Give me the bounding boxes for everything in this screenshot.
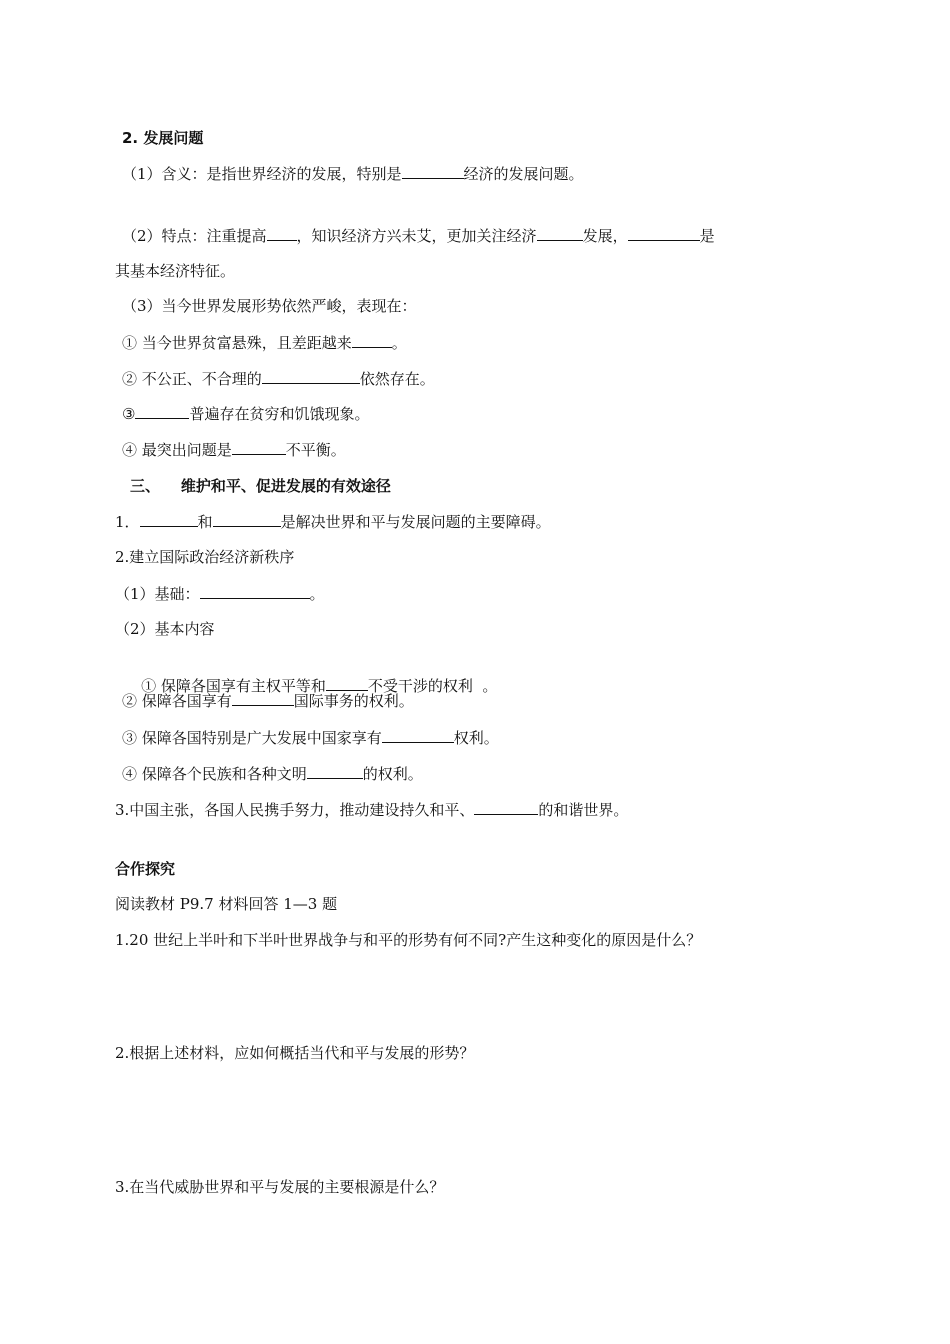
question-text-end: 的和谐世界。 bbox=[538, 801, 629, 819]
content-item-text: ④ 保障各个民族和各种文明 bbox=[122, 765, 307, 783]
list-item bbox=[122, 439, 346, 460]
fill-blank[interactable] bbox=[262, 368, 360, 384]
content-item bbox=[122, 690, 414, 711]
question-line bbox=[115, 511, 551, 532]
fill-blank[interactable] bbox=[382, 727, 454, 743]
list-item bbox=[122, 368, 435, 389]
list-item-text: ④ 最突出问题是 bbox=[122, 441, 232, 459]
question-text: 3.中国主张，各国人民携手努力，推动建设持久和平、 bbox=[115, 801, 475, 819]
list-item-text: ③ bbox=[122, 405, 136, 423]
sub-item bbox=[115, 583, 325, 604]
list-item bbox=[122, 403, 369, 424]
fill-blank[interactable] bbox=[135, 403, 189, 419]
discussion-question: 2.根据上述材料，应如何概括当代和平与发展的形势？ bbox=[115, 1044, 475, 1062]
content-item bbox=[122, 727, 499, 748]
reading-instruction: 阅读教材 P9.7 材料回答 1—3 题 bbox=[115, 895, 338, 913]
content-item-end: 不受干涉的权利 。 bbox=[367, 677, 498, 695]
fill-blank[interactable] bbox=[200, 583, 310, 599]
fill-blank[interactable] bbox=[628, 225, 700, 241]
fill-blank[interactable] bbox=[326, 675, 368, 691]
question-line: 2.建立国际政治经济新秩序 bbox=[115, 548, 295, 566]
features-continuation: 其基本经济特征。 bbox=[115, 262, 236, 280]
list-item-text: ② 不公正、不合理的 bbox=[122, 370, 262, 388]
list-item bbox=[122, 332, 407, 353]
fill-blank[interactable] bbox=[352, 332, 392, 348]
question-text: 和 bbox=[197, 513, 213, 531]
list-item-end: 普遍存在贫穷和饥饿现象。 bbox=[189, 405, 370, 423]
list-item-end: 。 bbox=[391, 334, 407, 352]
list-item-text: ① 当今世界贫富悬殊，且差距越来 bbox=[122, 334, 352, 352]
fill-blank[interactable] bbox=[213, 511, 281, 527]
question-text-end: 是解决世界和平与发展问题的主要障碍。 bbox=[280, 513, 551, 531]
content-item-end: 的权利。 bbox=[362, 765, 423, 783]
discussion-question: 1.20 世纪上半叶和下半叶世界战争与和平的形势有何不同?产生这种变化的原因是什么？ bbox=[115, 931, 702, 949]
section-heading-pathways: 三、 维护和平、促进发展的有效途径 bbox=[130, 477, 391, 495]
situation-line: （3）当今世界发展形势依然严峻，表现在： bbox=[122, 297, 417, 315]
list-item-end: 依然存在。 bbox=[359, 370, 435, 388]
fill-blank[interactable] bbox=[232, 690, 294, 706]
question-line bbox=[115, 799, 628, 820]
section-heading-cooperation: 合作探究 bbox=[115, 860, 176, 878]
features-text-4: 是 bbox=[699, 227, 715, 245]
fill-blank[interactable] bbox=[474, 799, 538, 815]
fill-blank[interactable] bbox=[232, 439, 286, 455]
content-item bbox=[122, 763, 423, 784]
question-number: 1． bbox=[115, 513, 140, 531]
definition-line bbox=[122, 163, 584, 184]
content-item-text: ③ 保障各国特别是广大发展中国家享有 bbox=[122, 729, 382, 747]
discussion-question: 3.在当代威胁世界和平与发展的主要根源是什么？ bbox=[115, 1178, 445, 1196]
features-line bbox=[122, 225, 715, 246]
section-heading-development: 2. 发展问题 bbox=[122, 129, 204, 147]
fill-blank[interactable] bbox=[307, 763, 363, 779]
fill-blank[interactable] bbox=[402, 163, 464, 179]
content-item-end: 权利。 bbox=[453, 729, 499, 747]
content-item-text: ① 保障各国享有主权平等和 bbox=[141, 677, 326, 695]
content-item-end: 国际事务的权利。 bbox=[293, 692, 414, 710]
features-text-2: ，知识经济方兴未艾，更加关注经济 bbox=[296, 227, 537, 245]
features-text-3: 发展， bbox=[582, 227, 628, 245]
features-text: （2）特点：注重提高 bbox=[122, 227, 267, 245]
definition-text: （1）含义：是指世界经济的发展，特别是 bbox=[122, 165, 402, 183]
list-item-end: 不平衡。 bbox=[285, 441, 346, 459]
sub-item-text: （1）基础： bbox=[115, 585, 200, 603]
sub-item-end: 。 bbox=[309, 585, 325, 603]
fill-blank[interactable] bbox=[267, 225, 297, 241]
fill-blank[interactable] bbox=[537, 225, 583, 241]
content-item-text: ② 保障各国享有 bbox=[122, 692, 232, 710]
definition-text-end: 经济的发展问题。 bbox=[463, 165, 584, 183]
fill-blank[interactable] bbox=[140, 511, 198, 527]
sub-item: （2）基本内容 bbox=[115, 620, 215, 638]
